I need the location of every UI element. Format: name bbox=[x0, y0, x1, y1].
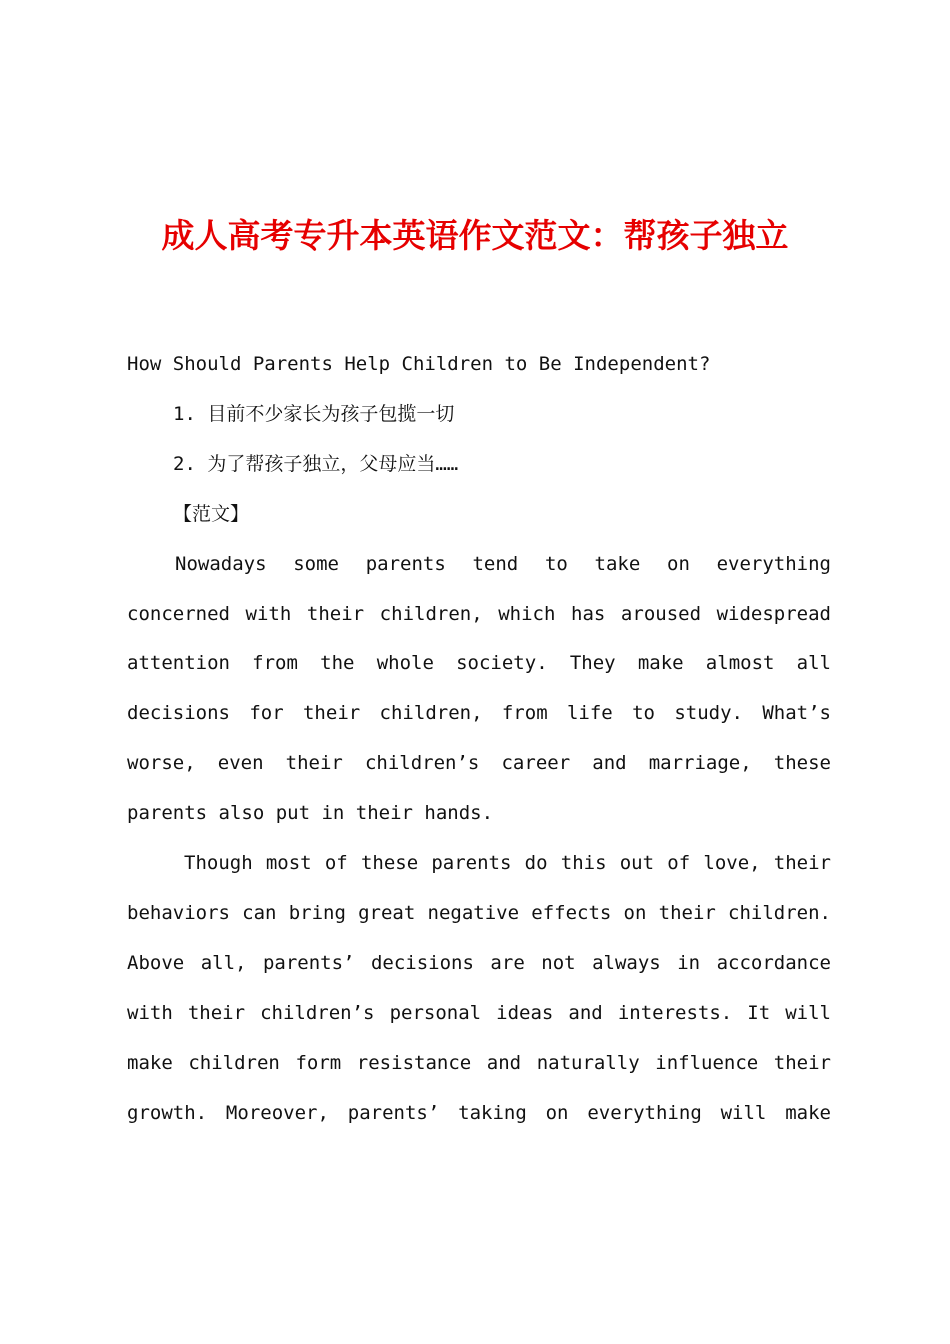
outline-item-1: 1. 目前不少家长为孩子包揽一切 bbox=[173, 402, 455, 425]
document-title: 成人高考专升本英语作文范文：帮孩子独立 bbox=[161, 216, 789, 255]
sample-label: 【范文】 bbox=[173, 502, 250, 525]
prompt-heading: How Should Parents Help Children to Be Independent? bbox=[127, 353, 711, 375]
paragraph-2: Though most of these parents do this out of love, their behaviors can bring great negative effects on their children. Above all, parents’ decisions are not always in accordance with their children’s personal ideas and interests. It will make children form resistance and naturally influence their growth. Moreover, parents’ taking on everything will make bbox=[127, 852, 831, 1124]
document-body bbox=[127, 340, 831, 1139]
paragraph-1: Nowadays some parents tend to take on everything concerned with their children, which has aroused widespread attention from the whole society. They make almost all decisions for their children, from life to study. What’s worse, even their children’s career and marriage, these parents also put in their hands. bbox=[127, 552, 831, 825]
outline-item-2: 2. 为了帮孩子独立，父母应当…… bbox=[173, 452, 459, 475]
